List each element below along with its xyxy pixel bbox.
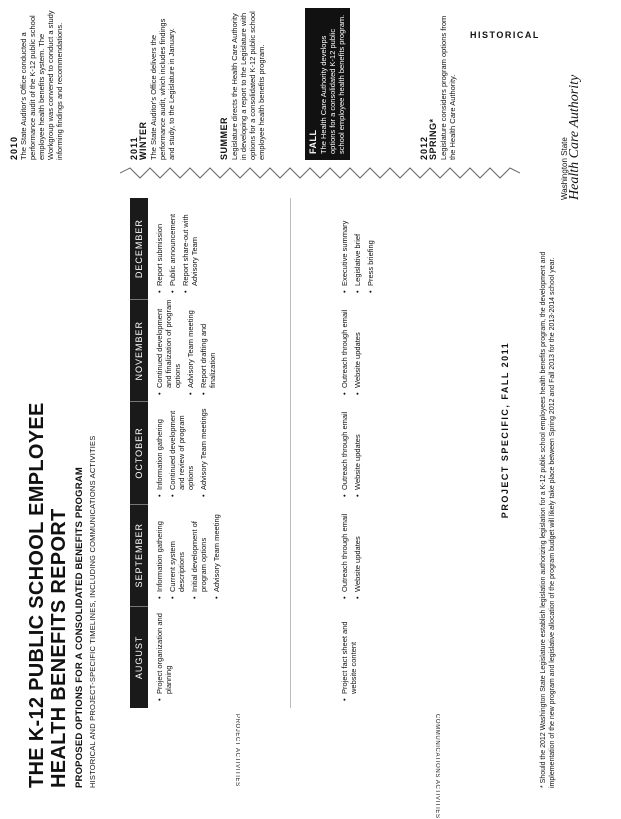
list-item: • Report drafting and finalization	[199, 296, 217, 388]
historical-label: HISTORICAL	[470, 30, 540, 40]
title-line-2: HEALTH BENEFITS REPORT	[48, 508, 70, 788]
list-item: • Current system descriptions	[168, 500, 186, 592]
historical-2011-summer	[220, 10, 266, 160]
list-item: • Continued development and review of program options	[168, 398, 195, 490]
list-item: • Public announcement	[168, 194, 177, 286]
page-subtitle: PROPOSED OPTIONS FOR A CONSOLIDATED BENEFITS PROGRAM	[74, 467, 85, 788]
historical-text: The State Auditor's Office conducted a performance audit of the K-12 public school employee health benefits system. The Workgroup was convened to conduct a study informing findings and recommendations.	[19, 10, 64, 160]
season-label: WINTER	[138, 121, 148, 160]
year-label: 2012	[419, 135, 429, 160]
comms-cell-october	[340, 398, 366, 498]
list-item: • Project fact sheet and website content	[340, 602, 358, 694]
month-header: SEPTEMBER	[130, 504, 148, 606]
list-item: • Legislative brief	[353, 194, 362, 286]
list-item: • Information gathering	[155, 500, 164, 592]
list-item: • Outreach through email	[340, 500, 349, 592]
row-label-project-activities: PROJECT ACTIVITIES	[234, 714, 240, 787]
list-item: • Project organization and planning	[155, 602, 173, 694]
historical-2010	[10, 10, 64, 160]
historical-text: Legislature considers program options from the Health Care Authority.	[439, 15, 457, 160]
list-item: • Advisory Team meeting	[212, 500, 221, 592]
historical-2011-fall	[305, 8, 350, 160]
row-divider	[290, 198, 291, 708]
title-line-1: THE K-12 PUBLIC SCHOOL EMPLOYEE	[26, 402, 48, 788]
historical-text: Legislature directs the Health Care Authority in developing a report to the Legislature with options for a consolidated K-12 public school employee health benefits program.	[230, 11, 266, 160]
month-header: NOVEMBER	[130, 299, 148, 401]
list-item: • Initial development of program options	[190, 500, 208, 592]
list-item: • Report share-out with Advisory Team	[181, 194, 199, 286]
historical-2012-spring	[420, 10, 457, 160]
page-title	[26, 368, 70, 788]
footnote: * Should the 2012 Washington State Legislature establish legislation authorizing legislation for a K-12 public school employees health benefits program, the development and implementation of the new program and legislative allocation of the program budget will likely take place between Spring 2012 and Fall 2013 for the 2013-2014 school year.	[540, 251, 556, 788]
list-item: • Advisory Team meetings	[199, 398, 208, 490]
project-cell-september	[155, 500, 225, 600]
historical-text: The State Auditor's Office delivers the performance audit, which includes findings and study, to the Legislature in January.	[149, 18, 176, 160]
comms-cell-december	[340, 194, 379, 294]
list-item: • Outreach through email	[340, 398, 349, 490]
project-cell-november	[155, 296, 221, 396]
month-header: OCTOBER	[130, 401, 148, 503]
list-item: • Website updates	[353, 398, 362, 490]
hca-logo	[560, 75, 580, 200]
list-item: • Advisory Team meeting	[186, 296, 195, 388]
year-label: 2011	[129, 136, 139, 160]
project-cell-august	[155, 602, 177, 702]
season-label: SUMMER	[219, 117, 229, 160]
comms-cell-august	[340, 602, 362, 702]
month-header-bar	[130, 198, 148, 708]
project-specific-label: PROJECT SPECIFIC, FALL 2011	[500, 341, 510, 519]
year-label: 2010	[9, 135, 19, 160]
project-cell-october	[155, 398, 212, 498]
zigzag-separator	[120, 166, 520, 180]
historical-text: The Health Care Authority develops options for a consolidated K-12 public school employee health benefits program.	[319, 14, 346, 154]
list-item: • Website updates	[353, 500, 362, 592]
list-item: • Press briefing	[366, 194, 375, 286]
page-subtitle-2: HISTORICAL AND PROJECT-SPECIFIC TIMELINES, INCLUDING COMMUNICATIONS ACTIVITIES	[88, 435, 97, 788]
logo-line-1: Washington State	[560, 137, 569, 200]
project-cell-december	[155, 194, 203, 294]
month-header: DECEMBER	[134, 219, 144, 279]
list-item: • Website updates	[353, 296, 362, 388]
comms-cell-september	[340, 500, 366, 600]
list-item: • Continued development and finalization of program options	[155, 296, 182, 388]
season-label: FALL	[308, 129, 318, 154]
month-header: AUGUST	[130, 606, 148, 708]
comms-cell-november	[340, 296, 366, 396]
season-label: SPRING*	[428, 118, 438, 160]
row-label-communications-activities: COMMUNICATIONS ACTIVITIES	[434, 714, 440, 819]
list-item: • Report submission	[155, 194, 164, 286]
logo-line-2: Health Care Authority	[567, 74, 582, 200]
list-item: • Executive summary	[340, 194, 349, 286]
list-item: • Information gathering	[155, 398, 164, 490]
list-item: • Outreach through email	[340, 296, 349, 388]
historical-2011-winter	[130, 10, 176, 160]
